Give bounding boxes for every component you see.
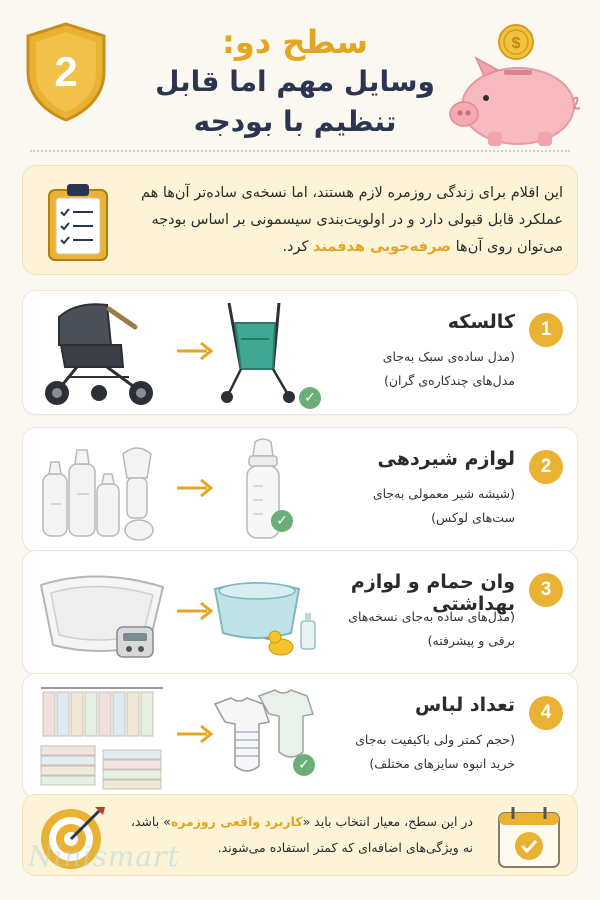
footer-text-end: » باشد، نه ویژگی‌های اضافه‌ای که کمتر استفاده می‌شوند. <box>130 814 473 855</box>
calendar-check-icon <box>493 803 565 871</box>
header <box>0 0 600 150</box>
footer-highlight: کاربرد واقعی روزمره <box>170 814 303 829</box>
coin-icon <box>499 25 533 59</box>
luxury-stroller-illustration <box>37 297 167 409</box>
electric-bathtub-illustration <box>37 557 167 669</box>
svg-text:$: $ <box>511 35 521 52</box>
item-description-line-2: برقی و پیشرفته) <box>427 633 515 648</box>
header-divider <box>30 150 570 152</box>
item-description-line-1: (شیشه شیر معمولی به‌جای <box>372 486 515 501</box>
title-line-2: تنظیم با بودجه <box>193 105 397 138</box>
arrow-right-icon <box>175 476 215 500</box>
item-description-line-2: خرید انبوه سایزهای مختلف) <box>369 756 515 771</box>
item-title: لوازم شیردهی <box>377 448 515 470</box>
footer-text-main: در این سطح، معیار انتخاب باید « <box>302 814 473 829</box>
item-description-line-1: (مدل‌های ساده به‌جای نسخه‌های <box>348 609 515 624</box>
item-description-line-1: (مدل ساده‌ی سبک به‌جای <box>382 349 515 364</box>
item-card-feeding <box>22 427 578 552</box>
shield-icon <box>24 22 108 122</box>
item-number: 4 <box>529 696 563 730</box>
item-card-clothes <box>22 673 578 798</box>
check-icon: ✓ <box>293 754 315 776</box>
item-description-line-2: مدل‌های چندکاره‌ی گران) <box>383 373 515 388</box>
level-title: سطح دو: <box>222 23 368 61</box>
title-line-1: وسایل مهم اما قابل <box>155 65 435 98</box>
item-description-line-1: (حجم کمتر ولی باکیفیت به‌جای <box>355 732 515 747</box>
item-title: وان حمام و لوازم بهداشتی <box>350 571 515 615</box>
item-title: تعداد لباس <box>415 694 515 716</box>
check-icon: ✓ <box>299 387 321 409</box>
item-title: کالسکه <box>447 311 515 333</box>
luxury-feeding-set-illustration <box>37 434 167 546</box>
piggy-bank-icon <box>446 18 582 148</box>
arrow-right-icon <box>175 339 215 363</box>
level-number: 2 <box>54 48 78 95</box>
item-number: 3 <box>529 573 563 607</box>
item-card-stroller <box>22 290 578 415</box>
item-number: 2 <box>529 450 563 484</box>
watermark-logo: Ninismart <box>28 840 180 873</box>
item-number: 1 <box>529 313 563 347</box>
clothes-rack-illustration <box>37 680 167 792</box>
check-icon: ✓ <box>271 510 293 532</box>
item-card-bath <box>22 550 578 675</box>
page-title <box>150 22 440 142</box>
intro-text-end: کرد. <box>282 239 314 255</box>
clipboard-checklist-icon <box>43 180 113 262</box>
intro-text <box>133 180 563 261</box>
intro-highlight: صرفه‌جویی هدفمند <box>313 239 452 255</box>
simple-bathtub-illustration <box>207 559 317 669</box>
item-description-line-2: ست‌های لوکس) <box>431 510 515 525</box>
intro-panel <box>22 165 578 275</box>
intro-text-main: این اقلام برای زندگی روزمره لازم هستند، اما نسخه‌ی ساده‌تر آن‌ها هم عملکرد قابل قبولی دارد و در اولویت‌بندی سیسمونی بر اساس بودجه می‌توان روی آن‌ها <box>140 185 563 255</box>
